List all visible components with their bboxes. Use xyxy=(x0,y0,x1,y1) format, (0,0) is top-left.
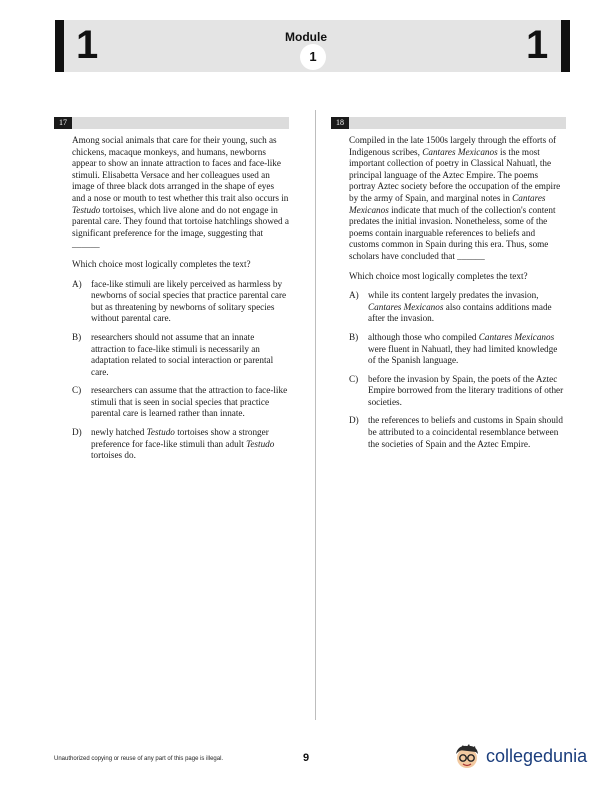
student-avatar-icon xyxy=(452,742,482,772)
page-number: 9 xyxy=(302,752,310,764)
question-18 xyxy=(331,117,566,457)
passage-text: Compiled in the late 1500s largely through the efforts of Indigenous scribes, Cantares Mexicanos is the most important collection of poetry in Classical Nahuatl, the principal language of the Aztec Empire. The poems portray Aztec society before the occupation of the empire by the army of Spain, and marginal notes in Cantares Mexicanos indicate that much of the collection's content predates the initial invasion. Nonetheless, some of the poems contain inarguable references to beliefs and customs common in Spain during this era. Thus, some scholars have concluded that ______ xyxy=(349,135,561,261)
answer-choices xyxy=(72,279,289,462)
choice-letter: B) xyxy=(349,331,359,342)
left-black-tab xyxy=(55,20,64,72)
question-number: 17 xyxy=(54,117,72,129)
question-17 xyxy=(54,117,289,469)
question-number-bar xyxy=(331,117,566,129)
choice-letter: C) xyxy=(349,373,359,384)
choice-letter: D) xyxy=(349,415,359,426)
choice-letter: A) xyxy=(72,278,82,289)
choice-text: while its content largely predates the invasion, Cantares Mexicanos also contains additions made after the invasion. xyxy=(368,290,552,324)
question-number: 18 xyxy=(331,117,349,129)
choice-letter: D) xyxy=(72,427,82,438)
choice-text: although those who compiled Cantares Mexicanos were fluent in Nahuatl, they had limited knowledge of the Spanish language. xyxy=(368,331,558,366)
choice-letter: B) xyxy=(72,331,82,342)
answer-choice-d[interactable] xyxy=(72,427,289,462)
answer-choice-a[interactable] xyxy=(72,279,289,325)
choice-text: researchers can assume that the attraction to face-like stimuli that is seen in social species that practice parental care is learned rather than innate. xyxy=(91,385,288,419)
left-section-number: 1 xyxy=(76,23,99,67)
question-number-bar xyxy=(54,117,289,129)
answer-choice-b[interactable] xyxy=(349,332,566,367)
question-prompt: Which choice most logically completes the text? xyxy=(349,270,528,281)
column-divider xyxy=(315,110,316,720)
choice-text: face-like stimuli are likely perceived as harmless by newborns of social species that practice parental care but as threatening by newborns of solitary species without parental care. xyxy=(91,278,287,324)
choice-text: the references to beliefs and customs in Spain should be attributed to a coincidental resemblance between the societies of Spain and the Aztec Empire. xyxy=(368,415,563,449)
answer-choice-d[interactable] xyxy=(349,415,566,450)
choice-letter: A) xyxy=(349,290,359,301)
answer-choice-c[interactable] xyxy=(349,374,566,409)
logo-wordmark: collegedunia xyxy=(486,746,588,766)
answer-choices xyxy=(349,290,566,450)
answer-choice-b[interactable] xyxy=(72,332,289,378)
choice-text: researchers should not assume that an innate attraction to face-like stimuli is necessarily an adaptation related to social interaction or parental care. xyxy=(91,331,274,377)
copyright-notice: Unauthorized copying or reuse of any part of this page is illegal. xyxy=(54,756,224,762)
question-prompt: Which choice most logically completes the text? xyxy=(72,258,251,269)
passage-text: Among social animals that care for their young, such as chickens, macaque monkeys, and humans, newborns appear to show an innate attraction to faces and face-like stimuli. Elisabetta Versace and her colleagues used an image of three black dots arranged in the shape of eyes and a nose or mouth to test whether this trait also occurs in Testudo tortoises, which live alone and do not engage in parental care. They found that tortoise hatchlings showed a significant preference for the image, suggesting that ______ xyxy=(72,135,289,250)
answer-choice-a[interactable] xyxy=(349,290,566,325)
choice-text: before the invasion by Spain, the poets of the Aztec Empire borrowed from the literary traditions of other societies. xyxy=(368,373,564,407)
module-number-badge: 1 xyxy=(300,44,326,70)
right-black-tab xyxy=(561,20,570,72)
module-label: Module xyxy=(285,30,327,44)
right-section-number: 1 xyxy=(526,23,549,67)
answer-choice-c[interactable] xyxy=(72,385,289,420)
choice-text: newly hatched Testudo tortoises show a stronger preference for face-like stimuli than adult Testudo tortoises do. xyxy=(91,427,275,461)
choice-letter: C) xyxy=(72,385,82,396)
